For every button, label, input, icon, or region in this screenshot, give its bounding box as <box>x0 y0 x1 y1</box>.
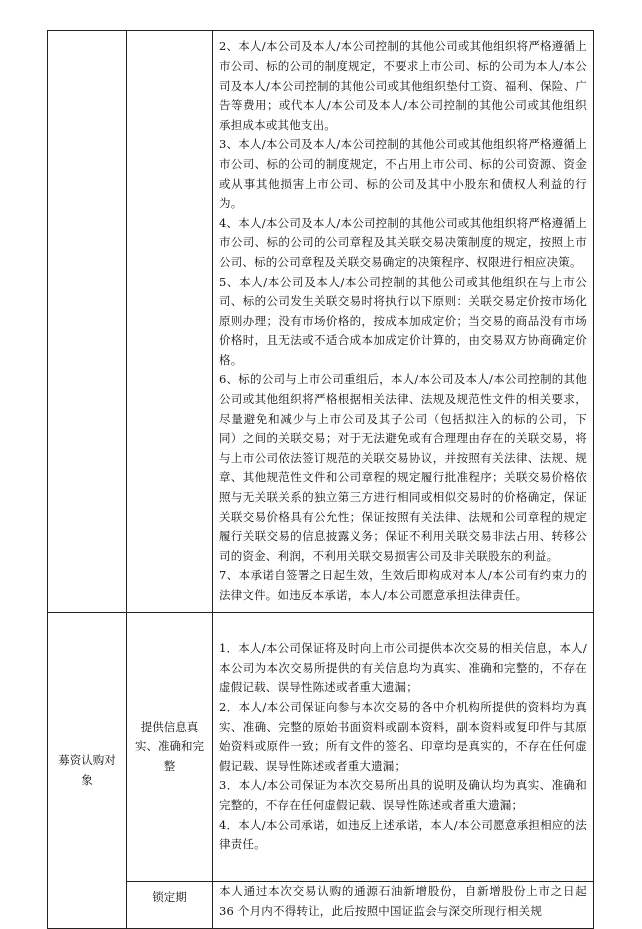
lock-item-label: 锁定期 <box>152 890 187 904</box>
commitment-table <box>47 30 594 929</box>
commitment-content-cell <box>213 613 594 882</box>
commitment-paragraph: 2．本人/本公司保证向参与本次交易的各中介机构所提供的资料均为真实、准确、完整的原始书面资料或副本资料，副本资料或复印件与其原始资料或原件一致；所有文件的签名、印章均是真实的，不存在任何虚假记载、误导性陈述或者重大遗漏； <box>219 700 587 773</box>
commitment-paragraph: 6、标的公司与上市公司重组后，本人/本公司及本人/本公司控制的其他公司或其他组织将严格根据相关法律、法规及规范性文件的相关要求，尽量避免和减少与上市公司及其子公司（包括拟注入的标的公司，下同）之间的关联交易；对于无法避免或有合理理由存在的关联交易，将与上市公司依法签订规范的关联交易协议，并按照有关法律、法规、规章、其他规范性文件和公司章程的规定履行批准程序；关联交易价格依照与无关联关系的独立第三方进行相同或相似交易时的价格确定，保证关联交易价格具有公允性；保证按照有关法律、法规和公司章程的规定履行关联交易的信息披露义务；保证不利用关联交易非法占用、转移公司的资金、利润，不利用关联交易损害公司及非关联股东的利益。 <box>219 372 587 563</box>
item-cell <box>127 882 213 929</box>
table-row <box>48 31 594 613</box>
commitment-paragraph: 4、本人/本公司及本人/本公司控制的其他公司或其他组织将严格遵循上市公司、标的公司的公司章程及其关联交易决策制度的规定，按照上市公司、标的公司章程及关联交易确定的决策程序、权限进行相应决策。 <box>219 215 587 269</box>
subject-cell <box>48 613 127 929</box>
commitment-content-cell <box>213 882 594 929</box>
subject-label: 募资认购对象 <box>58 752 116 787</box>
commitment-paragraph: 2、本人/本公司及本人/本公司控制的其他公司或其他组织将严格遵循上市公司、标的公司的制度规定，不要求上市公司、标的公司为本人/本公司及本人/本公司控制的其他公司或其他组织垫付工资、福利、保险、广告等费用；或代本人/本公司及本人/本公司控制的其他公司或其他组织承担成本或其他支出。 <box>219 39 587 132</box>
table-row <box>48 882 594 929</box>
empty-item-cell <box>127 31 213 613</box>
commitment-paragraph: 本人通过本次交易认购的通源石油新增股份，自新增股份上市之日起 36 个月内不得转让，此后按照中国证监会与深交所现行相关规 <box>219 884 587 918</box>
commitment-content-cell <box>213 31 594 613</box>
commitment-paragraph: 4．本人/本公司承诺，如违反上述承诺，本人/本公司愿意承担相应的法律责任。 <box>219 817 587 852</box>
table-row <box>48 613 594 882</box>
commitment-paragraph: 7、本承诺自签署之日起生效，生效后即构成对本人/本公司有约束力的法律文件。如违反本承诺，本人/本公司愿意承担法律责任。 <box>219 568 587 603</box>
commitment-paragraph: 1．本人/本公司保证将及时向上市公司提供本次交易的相关信息，本人/本公司为本次交易所提供的有关信息均为真实、准确和完整的，不存在虚假记载、误导性陈述或者重大遗漏； <box>219 641 587 695</box>
commitment-paragraph: 5、本人/本公司及本人/本公司控制的其他公司或其他组织在与上市公司、标的公司发生关联交易时将执行以下原则：关联交易定价按市场化原则办理；没有市场价格的，按成本加成定价；当交易的商品没有市场价格时，且无法或不适合成本加成定价计算的，由交易双方协商确定价格。 <box>219 274 587 367</box>
commitment-paragraph: 3．本人/本公司保证为本次交易所出具的说明及确认均为真实、准确和完整的，不存在任何虚假记载、误导性陈述或者重大遗漏； <box>219 778 587 812</box>
commitment-paragraph: 3、本人/本公司及本人/本公司控制的其他公司或其他组织将严格遵循上市公司、标的公司的制度规定，不占用上市公司、标的公司资源、资金或从事其他损害上市公司、标的公司及其中小股东和债权人利益的行为。 <box>219 137 587 211</box>
empty-subject-cell <box>48 31 127 613</box>
item-cell <box>127 613 213 882</box>
info-item-label: 提供信息真实、准确和完整 <box>135 719 204 773</box>
